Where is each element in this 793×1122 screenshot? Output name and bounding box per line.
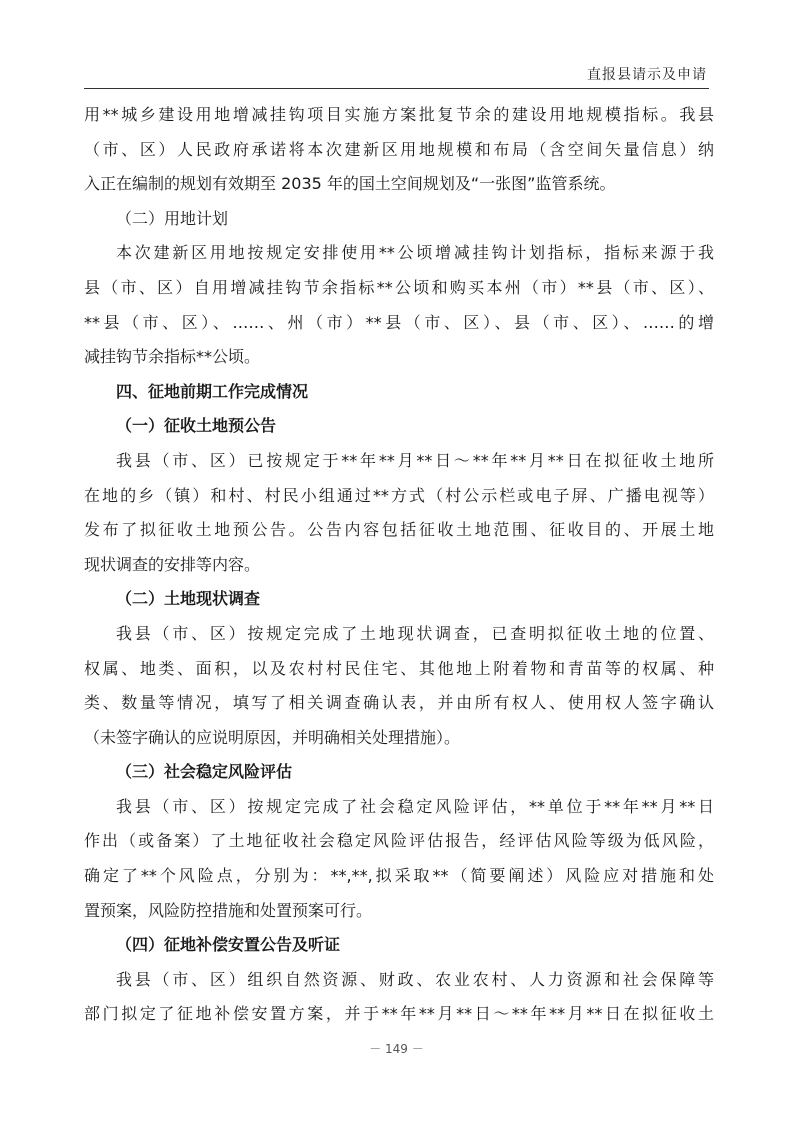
paragraph-line: 类、数量等情况，填写了相关调查确认表，并由所有权人、使用权人签字确认 <box>84 693 714 713</box>
paragraph-line: 减挂钩节余指标**公顷。 <box>84 347 261 367</box>
paragraph-line: 确定了**个风险点，分别为：**,**,拟采取**（简要阐述）风险应对措施和处 <box>84 866 714 886</box>
subsection-heading: （一）征收土地预公告 <box>116 416 277 436</box>
paragraph-line: 我县（市、区）按规定完成了土地现状调查，已查明拟征收土地的位置、 <box>116 623 714 643</box>
subsection-heading: （四）征地补偿安置公告及听证 <box>116 935 341 955</box>
paragraph-line: （未签字确认的应说明原因，并明确相关处理措施）。 <box>84 727 461 747</box>
paragraph-line: 我县（市、区）已按规定于**年**月**日～**年**月**日在拟征收土地所 <box>116 450 714 470</box>
paragraph-line: 入正在编制的规划有效期至 2035 年的国土空间规划及“一张图”监管系统。 <box>84 174 616 194</box>
paragraph-line: 县（市、区）自用增减挂钩节余指标**公顷和购买本州（市）**县（市、区）、 <box>84 277 714 297</box>
subsection-heading: （二）土地现状调查 <box>116 589 261 609</box>
paragraph-line: 作出（或备案）了土地征收社会稳定风险评估报告，经评估风险等级为低风险， <box>84 831 714 851</box>
header-divider <box>84 88 709 89</box>
section-heading: 四、征地前期工作完成情况 <box>116 381 309 401</box>
paragraph-line: 我县（市、区）组织自然资源、财政、农业农村、人力资源和社会保障等 <box>116 969 714 989</box>
paragraph-line: 部门拟定了征地补偿安置方案，并于**年**月**日～**年**月**日在拟征收土 <box>84 1004 714 1024</box>
paragraph-line: （市、区）人民政府承诺将本次建新区用地规模和布局（含空间矢量信息）纳 <box>84 139 714 159</box>
paragraph-line: 权属、地类、面积，以及农村村民住宅、其他地上附着物和青苗等的权属、种 <box>84 658 714 678</box>
paragraph-line: 在地的乡（镇）和村、村民小组通过**方式（村公示栏或电子屏、广播电视等） <box>84 485 714 505</box>
page-number: － 149 － <box>369 1042 424 1056</box>
paragraph-line: 置预案，风险防控措施和处置预案可行。 <box>84 900 373 920</box>
body-text <box>84 98 714 1032</box>
paragraph-line: 用**城乡建设用地增减挂钩项目实施方案批复节余的建设用地规模指标。我县 <box>84 105 714 124</box>
paragraph-line: 我县（市、区）按规定完成了社会稳定风险评估，**单位于**年**月**日 <box>116 796 714 816</box>
paragraph-line: **县（市、区）、……、州（市）**县（市、区）、县（市、区）、……的增 <box>84 312 714 332</box>
subsection-heading: （二）用地计划 <box>116 208 229 228</box>
subsection-heading: （三）社会稳定风险评估 <box>116 762 293 782</box>
running-header: 直报县请示及申请 <box>587 67 707 83</box>
paragraph-line: 本次建新区用地按规定安排使用**公顷增减挂钩计划指标，指标来源于我 <box>116 243 714 263</box>
paragraph-line: 发布了拟征收土地预公告。公告内容包括征收土地范围、征收目的、开展土地 <box>84 520 714 540</box>
paragraph-line: 现状调查的安排等内容。 <box>84 554 261 574</box>
